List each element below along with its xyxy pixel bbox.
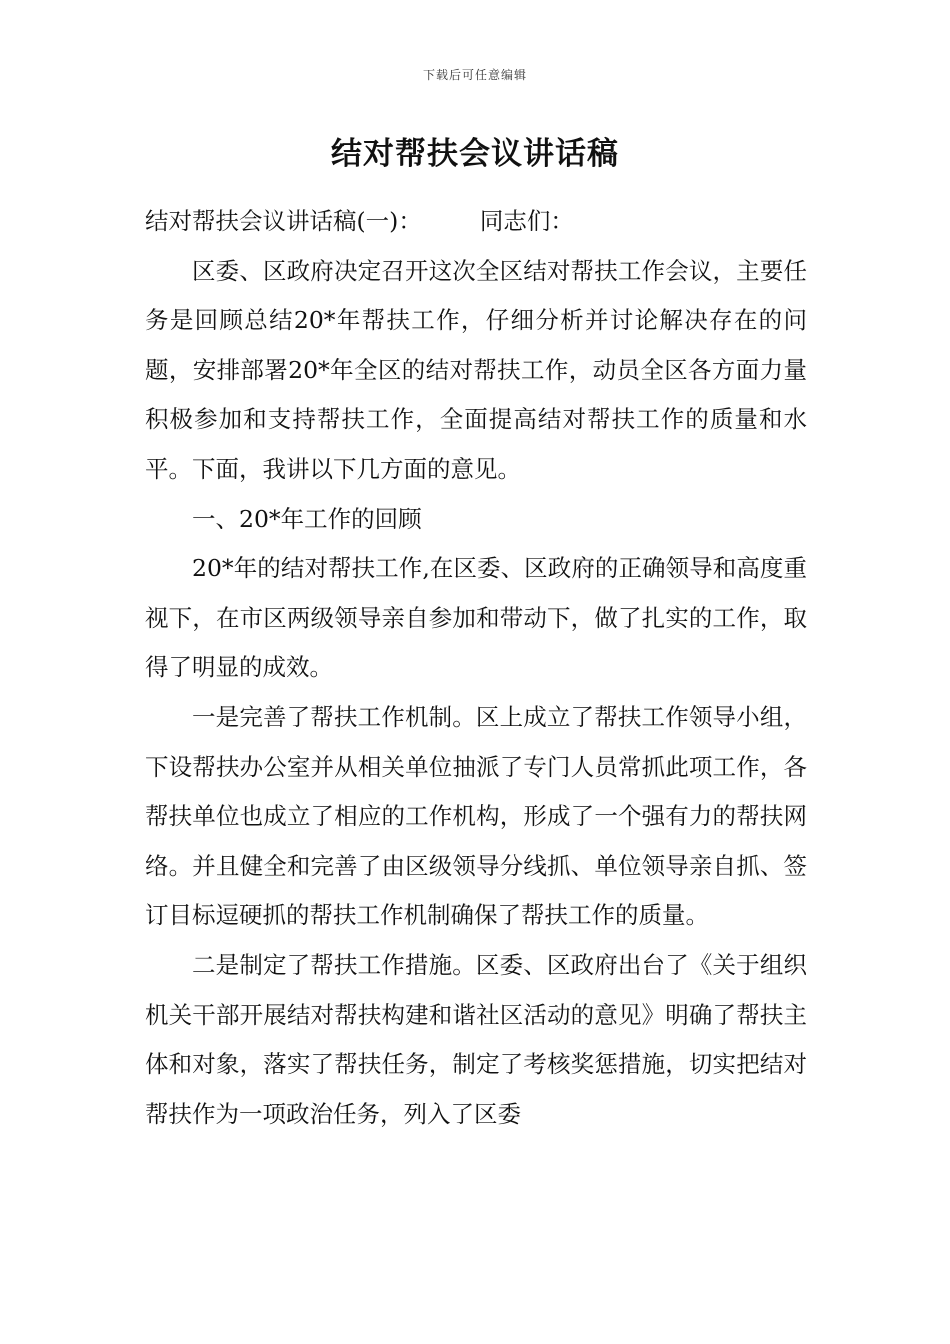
paragraph: 区委、区政府决定召开这次全区结对帮扶工作会议，主要任务是回顾总结20*年帮扶工作，仔细分析并讨论解决存在的问题，安排部署20*年全区的结对帮扶工作，动员全区各方面力量积极参加和支持帮扶工作，全面提高结对帮扶工作的质量和水平。下面，我讲以下几方面的意见。 bbox=[145, 256, 807, 483]
salutation: 同志们： bbox=[479, 207, 574, 235]
document-body bbox=[145, 197, 807, 1139]
paragraph: 二是制定了帮扶工作措施。区委、区政府出台了《关于组织机关干部开展结对帮扶构建和谐社区活动的意见》明确了帮扶主体和对象，落实了帮扶任务，制定了考核奖惩措施，切实把结对帮扶作为一项政治任务，列入了区委 bbox=[145, 950, 807, 1128]
document-subtitle: 结对帮扶会议讲话稿(一)： bbox=[145, 207, 422, 235]
paragraph: 20*年的结对帮扶工作,在区委、区政府的正确领导和高度重视下，在市区两级领导亲自参加和带动下，做了扎实的工作，取得了明显的成效。 bbox=[145, 554, 807, 682]
header-note: 下载后可任意编辑 bbox=[422, 68, 527, 82]
intro-line bbox=[145, 197, 807, 247]
paragraph: 一是完善了帮扶工作机制。区上成立了帮扶工作领导小组，下设帮扶办公室并从相关单位抽派了专门人员常抓此项工作，各帮扶单位也成立了相应的工作机构，形成了一个强有力的帮扶网络。并且健全和完善了由区级领导分线抓、单位领导亲自抓、签订目标逗硬抓的帮扶工作机制确保了帮扶工作的质量。 bbox=[145, 702, 807, 930]
section-heading: 一、20*年工作的回顾 bbox=[192, 504, 422, 533]
document-title: 结对帮扶会议讲话稿 bbox=[331, 136, 619, 172]
